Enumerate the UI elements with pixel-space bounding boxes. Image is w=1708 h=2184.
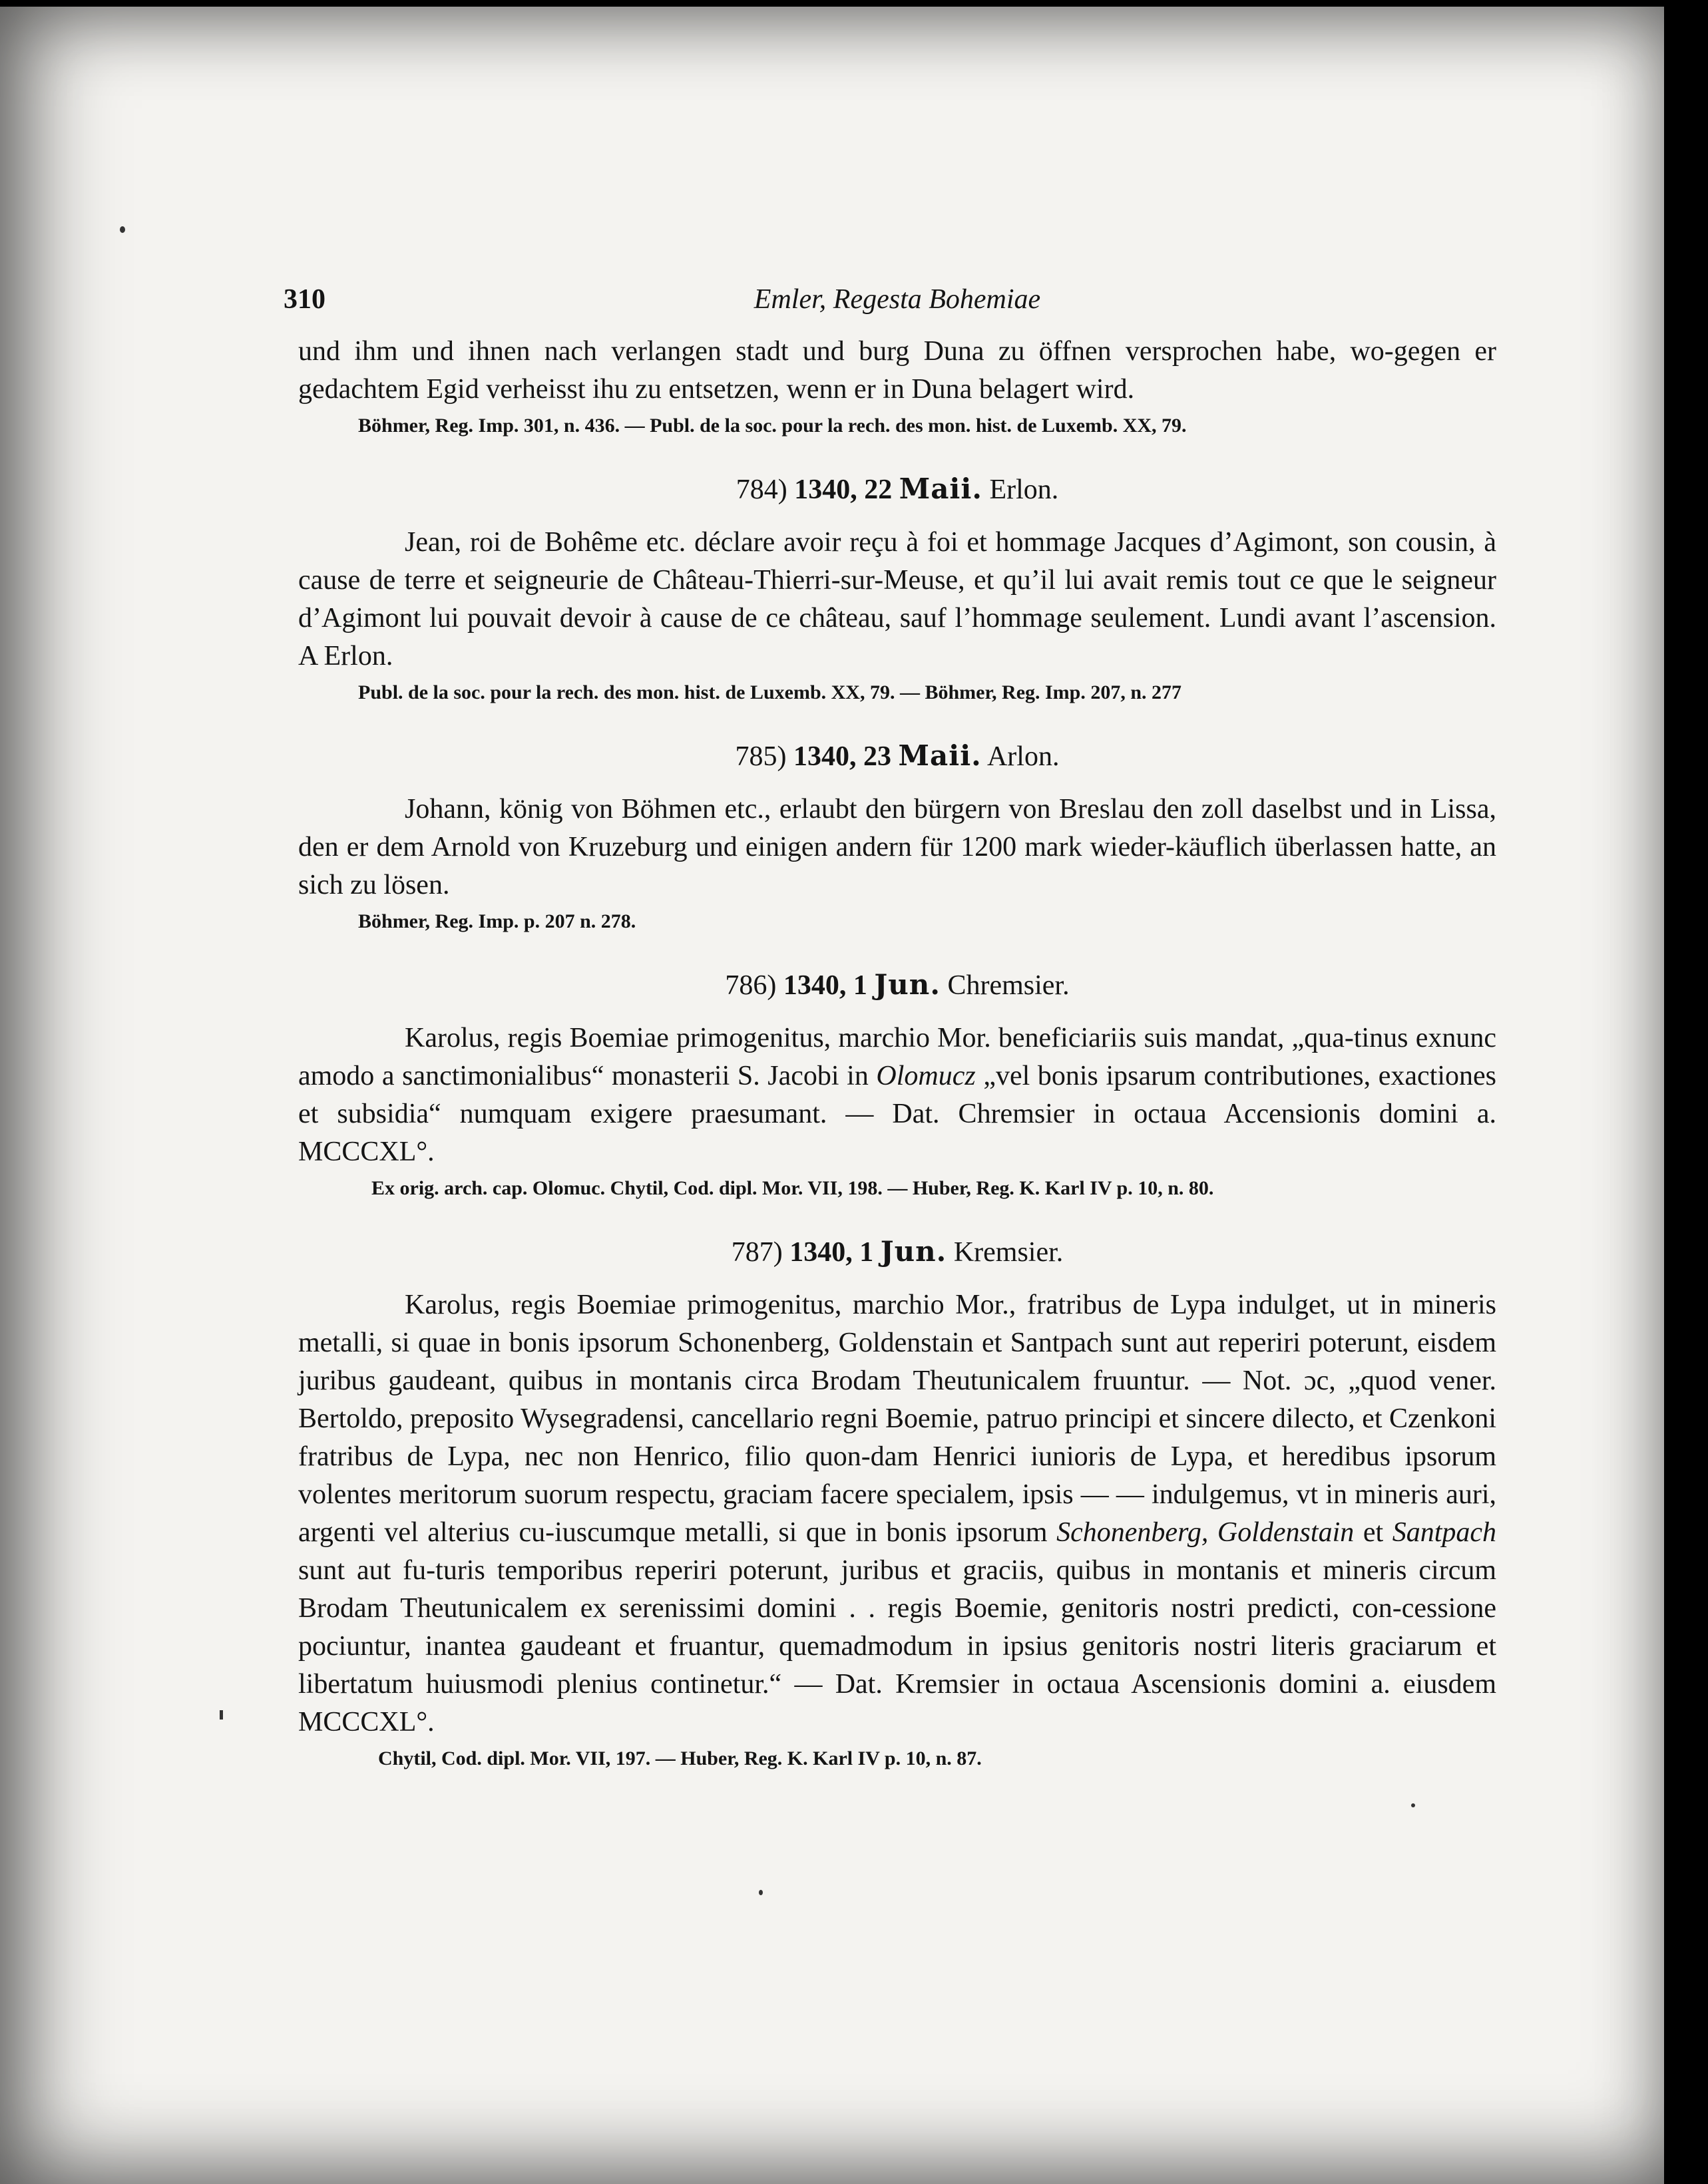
entry-number: 787) xyxy=(731,1237,783,1268)
place-name-italic: Olomucz xyxy=(876,1061,976,1091)
entry-number: 785) xyxy=(735,741,787,772)
scan-speck xyxy=(1411,1803,1415,1807)
entry-text-787 xyxy=(298,1286,1496,1741)
entry-text-part: Karolus, regis Boemiae primogenitus, marchio Mor., fratribus de Lypa indulget, ut in mineris metalli, si quae in bonis ipsorum Schonenberg, Goldenstain et Santpach sunt aut reperiri poterunt, eisdem juribus gaudeant, quibus in montanis circa Brodam Theutunicalem fruuntur. — Not. ɔc, „quod vener. Bertoldo, preposito Wysegradensi, cancellario regni Boemie, patruo principi et sincere dilecto, et Czenkoni fratribus de Lypa, nec non Henrico, filio quon-dam Henrici iunioris de Lypa, et heredibus ipsorum volentes meritorum suorum respectu, graciam facere specialem, ipsis — — indulgemus, vt in mineris auri, argenti vel alterius cu-iuscumque metalli, si que in bonis ipsorum xyxy=(298,1290,1496,1548)
entry-text-part: et xyxy=(1354,1517,1392,1548)
scan-speck xyxy=(220,1710,223,1720)
page-header xyxy=(284,273,1496,333)
entry-month: Maii. xyxy=(899,472,982,505)
entry-text-part: „vel bonis ipsarum contributiones, exactiones et subsidia“ numquam exigere praesumant. — Dat. Chremsier in octaua Accensionis domini a. MCCCXL°. xyxy=(298,1061,1496,1167)
entry-source-786: Ex orig. arch. cap. Olomuc. Chytil, Cod. dipl. Mor. VII, 198. — Huber, Reg. K. Karl IV p. 10, n. 80. xyxy=(371,1177,1214,1199)
scan-speck xyxy=(120,226,125,233)
entry-number: 784) xyxy=(736,474,787,505)
scanned-page xyxy=(0,7,1664,2184)
scan-speck xyxy=(759,1890,763,1895)
entry-place: Arlon. xyxy=(986,741,1060,772)
entry-month: Jun. xyxy=(874,968,941,1001)
entry-source-784: Publ. de la soc. pour la rech. des mon. hist. de Luxemb. XX, 79. — Böhmer, Reg. Imp. 207, n. 277 xyxy=(358,681,1182,703)
entry-source-787: Chytil, Cod. dipl. Mor. VII, 197. — Huber, Reg. K. Karl IV p. 10, n. 87. xyxy=(378,1747,982,1769)
place-names-italic: Schonenberg, Goldenstain xyxy=(1056,1517,1355,1548)
intro-text: und ihm und ihnen nach verlangen stadt und burg Duna zu öffnen versprochen habe, wo-gegen er gedachtem Egid verheisst ihu zu entsetzen, wenn er in Duna belagert wird. xyxy=(298,336,1496,405)
entry-date: 1340, 22 xyxy=(794,474,893,505)
place-name-italic: Santpach xyxy=(1392,1517,1496,1548)
entry-text-785: Johann, könig von Böhmen etc., erlaubt den bürgern von Breslau den zoll daselbst und in Lissa, den er dem Arnold von Kruzeburg und einigen andern für 1200 mark wieder-käuflich überlassen hatte, an sich zu lösen. xyxy=(298,794,1496,900)
entry-heading-784 xyxy=(298,470,1496,509)
entry-source-785: Böhmer, Reg. Imp. p. 207 n. 278. xyxy=(358,910,636,932)
entry-date: 1340, 1 xyxy=(783,970,867,1001)
entry-text-786 xyxy=(298,1019,1496,1171)
entry-date: 1340, 1 xyxy=(789,1237,874,1268)
entry-date: 1340, 23 xyxy=(793,741,892,772)
entry-heading-787 xyxy=(298,1232,1496,1272)
entry-month: Jun. xyxy=(880,1235,947,1268)
entry-place: Erlon. xyxy=(989,474,1059,505)
entry-heading-786 xyxy=(298,966,1496,1005)
scan-edge xyxy=(1664,0,1708,2184)
entry-text-784: Jean, roi de Bohême etc. déclare avoir reçu à foi et hommage Jacques d’Agimont, son cousin, à cause de terre et seigneurie de Château-Thierri-sur-Meuse, et qu’il lui avait remis tout ce que le seigneur d’Agimont lui pouvait devoir à cause de ce château, sauf l’hommage seulement. Lundi avant l’ascension. A Erlon. xyxy=(298,527,1496,671)
entry-place: Chremsier. xyxy=(947,970,1070,1001)
page-number: 310 xyxy=(284,284,325,315)
intro-source: Böhmer, Reg. Imp. 301, n. 436. — Publ. de la soc. pour la rech. des mon. hist. de Luxemb. XX, 79. xyxy=(358,415,1187,437)
entry-text-part: sunt aut fu-turis temporibus reperiri poterunt, juribus et graciis, quibus in montanis et mineris circum Brodam Theutunicalem ex serenissimi domini . . regis Boemie, genitoris nostri predicti, con-cessione pociuntur, inantea gaudeant et fruantur, quemadmodum in ipsius genitoris nostri literis graciarum et libertatum huiusmodi plenius continetur.“ — Dat. Kremsier in octaua Ascensionis domini a. eiusdem MCCCXL°. xyxy=(298,1555,1496,1737)
entry-month: Maii. xyxy=(898,739,982,772)
entry-number: 786) xyxy=(725,970,777,1001)
entry-text-part: Karolus, regis Boemiae primogenitus, marchio Mor. beneficiariis suis mandat, „qua-tinus exnunc amodo a sanctimonialibus“ monasterii S. Jacobi in xyxy=(298,1023,1496,1091)
running-title: Emler, Regesta Bohemiae xyxy=(753,284,1041,315)
text-block xyxy=(284,273,1496,1776)
entry-place: Kremsier. xyxy=(953,1237,1064,1268)
entry-heading-785 xyxy=(298,737,1496,776)
